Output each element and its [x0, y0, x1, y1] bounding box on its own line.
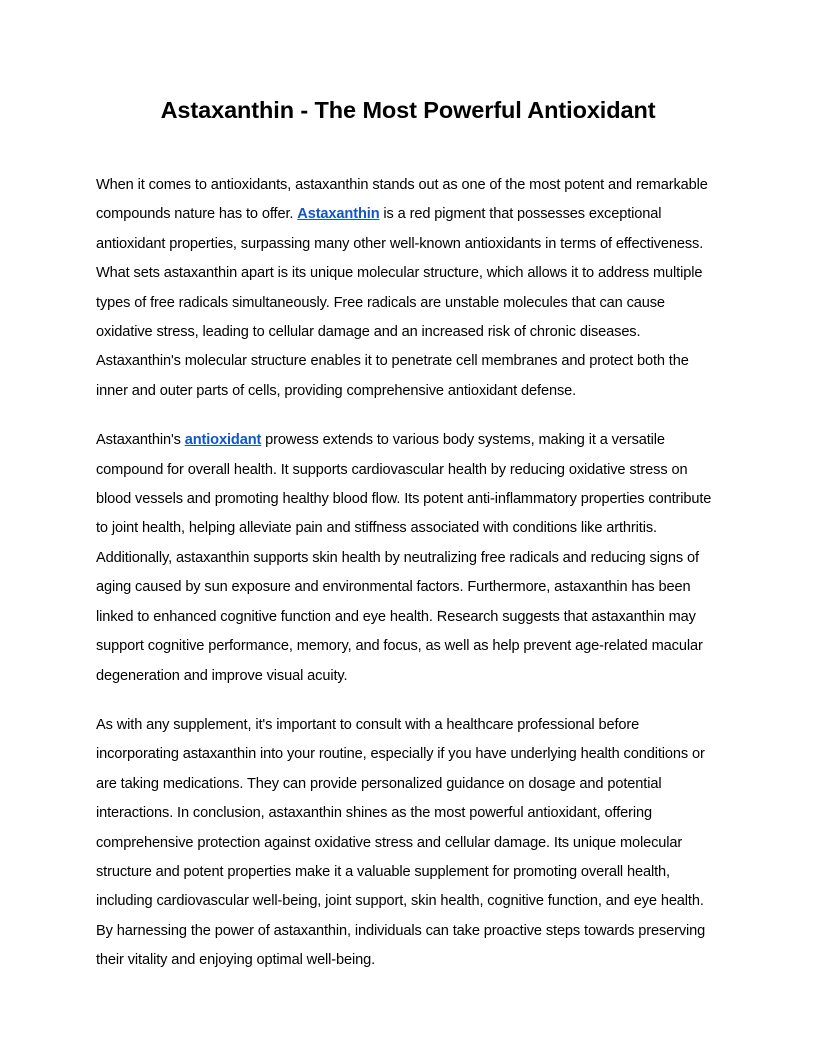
- antioxidant-link[interactable]: antioxidant: [184, 432, 262, 449]
- paragraph-intro-text-after: is a red pigment that possesses exceptional antioxidant properties, surpassing many other well-known antioxidants in terms of effectiveness. What sets astaxanthin apart is its unique molecular structure, which allows it to address multiple types of free radicals simultaneously. Free radicals are unstable molecules that can cause oxidative stress, leading to cellular damage and an increased risk of chronic diseases. Astaxanthin's molecular structure enables it to penetrate cell membranes and protect both the inner and outer parts of cells, providing comprehensive antioxidant defense.: [96, 206, 704, 399]
- paragraph-intro: [96, 171, 720, 406]
- paragraph-conclusion: As with any supplement, it's important to consult with a healthcare professional before incorporating astaxanthin into your routine, especially if you have underlying health conditions or are taking medications. They can provide personalized guidance on dosage and potential interactions. In conclusion, astaxanthin shines as the most powerful antioxidant, offering comprehensive protection against oxidative stress and cellular damage. Its unique molecular structure and potent properties make it a valuable supplement for promoting overall health, including cardiovascular well-being, joint support, skin health, cognitive function, and eye health. By harnessing the power of astaxanthin, individuals can take proactive steps towards preserving their vitality and enjoying optimal well-being.: [96, 716, 706, 969]
- paragraph-benefits-text-after: prowess extends to various body systems, making it a versatile compound for overall health. It supports cardiovascular health by reducing oxidative stress on blood vessels and promoting healthy blood flow. Its potent anti-inflammatory properties contribute to joint health, helping alleviate pain and stiffness associated with conditions like arthritis. Additionally, astaxanthin supports skin health by neutralizing free radicals and reducing signs of aging caused by sun exposure and environmental factors. Furthermore, astaxanthin has been linked to enhanced cognitive function and eye health. Research suggests that astaxanthin may support cognitive performance, memory, and focus, as well as help prevent age-related macular degeneration and improve visual acuity.: [96, 432, 712, 684]
- document-title: Astaxanthin - The Most Powerful Antioxidant: [160, 97, 656, 123]
- paragraph-benefits-text-before: Astaxanthin's: [96, 432, 185, 449]
- paragraph-benefits: [96, 426, 720, 691]
- paragraph-intro-text-before: When it comes to antioxidants, astaxanthin stands out as one of the most potent and remarkable compounds nature has to offer.: [96, 177, 708, 223]
- astaxanthin-link[interactable]: Astaxanthin: [297, 206, 380, 223]
